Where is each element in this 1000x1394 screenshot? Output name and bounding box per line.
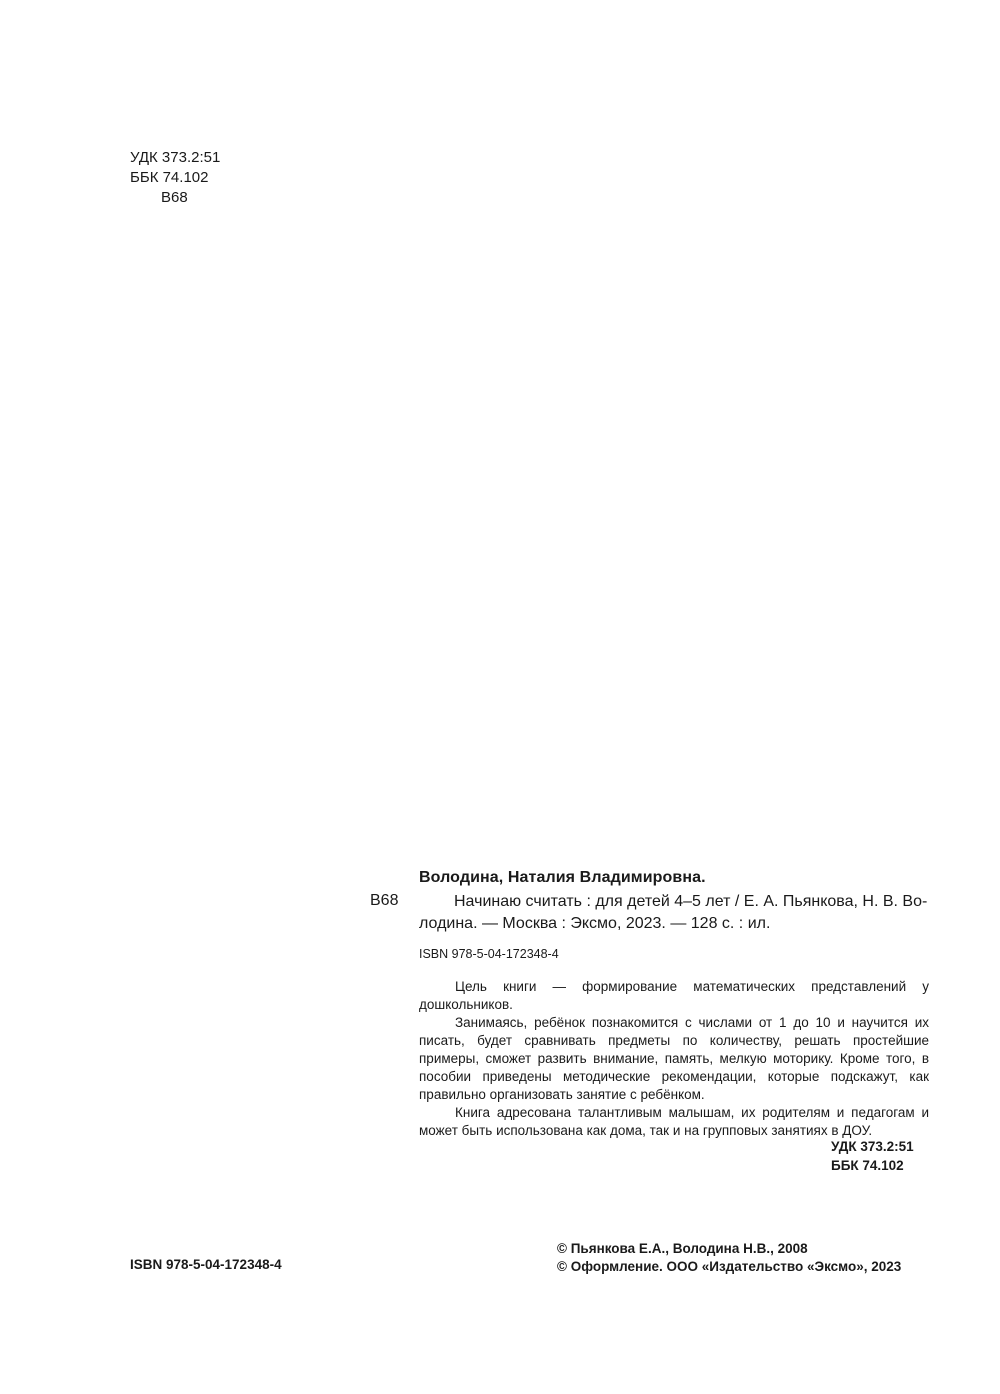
copyright-authors: © Пьянкова Е.А., Володина Н.В., 2008 [557, 1241, 808, 1256]
annotation-paragraph-2: Занимаясь, ребёнок познакомится с числами от 1 до 10 и научится их писать, будет сравнивать предметы по количеству, решать простейшие примеры, сможет развить внимание, память, мелкую моторику. Кроме того, в пособии приведены методические рекомендации, которые подскажут, как правильно организовать занятие с ребёнком. [419, 1015, 929, 1102]
udk-code-bottom: УДК 373.2:51 [831, 1139, 914, 1154]
record-author-mark: В68 [370, 892, 399, 909]
annotation-paragraph-1: Цель книги — формирование математических представлений у дошкольников. [419, 979, 929, 1012]
bbk-code: ББК 74.102 [130, 169, 209, 186]
record-description [419, 891, 929, 935]
record-isbn: ISBN 978-5-04-172348-4 [419, 947, 559, 961]
bbk-code-bottom: ББК 74.102 [831, 1158, 904, 1173]
copyright-design: © Оформление. ООО «Издательство «Эксмо», 2023 [557, 1259, 902, 1274]
classification-top [130, 148, 220, 208]
classification-bottom [831, 1137, 914, 1175]
description-line-2: лодина. — Москва : Эксмо, 2023. — 128 с. : ил. [419, 915, 771, 932]
record-author: Володина, Наталия Владимировна. [419, 869, 706, 886]
description-line-1: Начинаю считать : для детей 4–5 лет / Е. А. Пьянкова, Н. В. Во- [454, 893, 928, 910]
author-mark: В68 [161, 189, 188, 206]
udk-code: УДК 373.2:51 [130, 149, 221, 166]
footer-isbn: ISBN 978-5-04-172348-4 [130, 1257, 282, 1272]
annotation [419, 978, 929, 1140]
annotation-paragraph-3: Книга адресована талантливым малышам, их родителям и педагогам и может быть использована как дома, так и на групповых занятиях в ДОУ. [419, 1105, 929, 1138]
copyright-block [557, 1240, 901, 1276]
